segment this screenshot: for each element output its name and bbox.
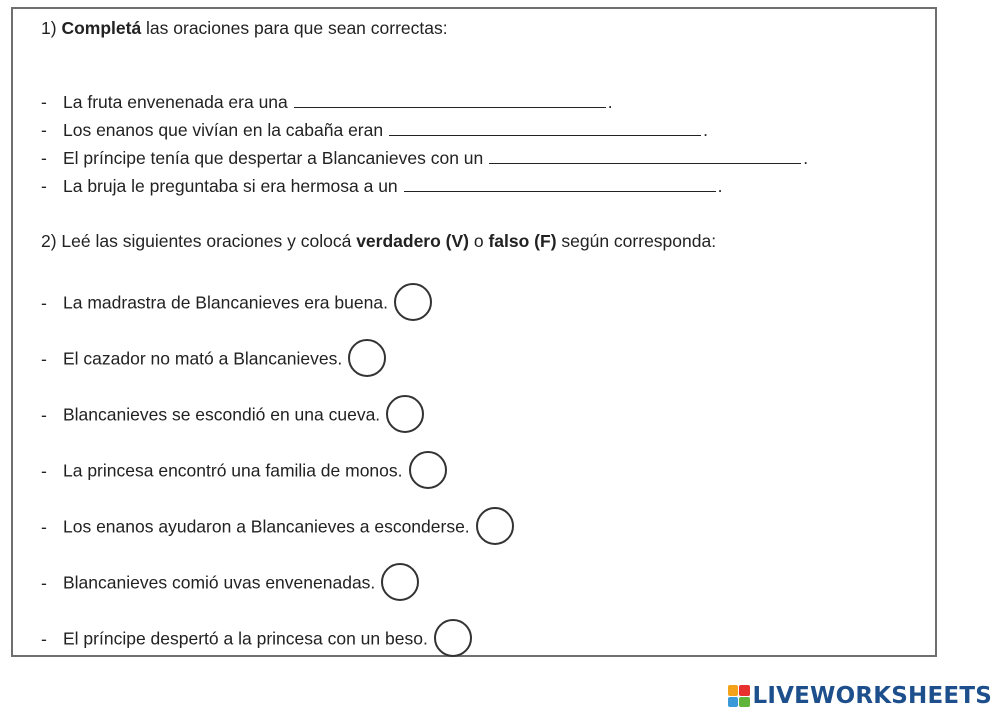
- logo-text: LIVEWORKSHEETS: [752, 683, 992, 709]
- answer-circle[interactable]: [409, 451, 447, 489]
- tf-item: - Blancanieves comió uvas envenenadas.: [41, 565, 419, 603]
- fill-item: - Los enanos que vivían en la cabaña eran .: [41, 120, 708, 140]
- tf-item: - El príncipe despertó a la princesa con un beso.: [41, 621, 472, 659]
- answer-circle[interactable]: [476, 507, 514, 545]
- fill-item: - La fruta envenenada era una .: [41, 92, 613, 112]
- answer-circle[interactable]: [348, 339, 386, 377]
- answer-blank[interactable]: [389, 120, 701, 136]
- answer-blank[interactable]: [294, 92, 606, 108]
- answer-blank[interactable]: [404, 176, 716, 192]
- worksheet-frame: [11, 7, 937, 657]
- section2-title: 2) Leé las siguientes oraciones y colocá verdadero (V) o falso (F) según corresponda:: [41, 231, 717, 251]
- answer-circle[interactable]: [381, 563, 419, 601]
- answer-circle[interactable]: [434, 619, 472, 657]
- tf-item: - Los enanos ayudaron a Blancanieves a esconderse.: [41, 509, 514, 547]
- fill-item: - El príncipe tenía que despertar a Blancanieves con un .: [41, 148, 809, 168]
- tf-item: - El cazador no mató a Blancanieves.: [41, 341, 386, 379]
- tf-item: - La princesa encontró una familia de monos.: [41, 453, 447, 491]
- section1-title: 1) Completá las oraciones para que sean correctas:: [41, 18, 448, 38]
- tf-item: - Blancanieves se escondió en una cueva.: [41, 397, 424, 435]
- logo-mark-icon: [728, 685, 750, 707]
- fill-item: - La bruja le preguntaba si era hermosa a un .: [41, 176, 723, 196]
- liveworksheets-logo: [728, 683, 992, 709]
- tf-item: - La madrastra de Blancanieves era buena.: [41, 285, 432, 323]
- answer-blank[interactable]: [489, 148, 801, 164]
- answer-circle[interactable]: [386, 395, 424, 433]
- answer-circle[interactable]: [394, 283, 432, 321]
